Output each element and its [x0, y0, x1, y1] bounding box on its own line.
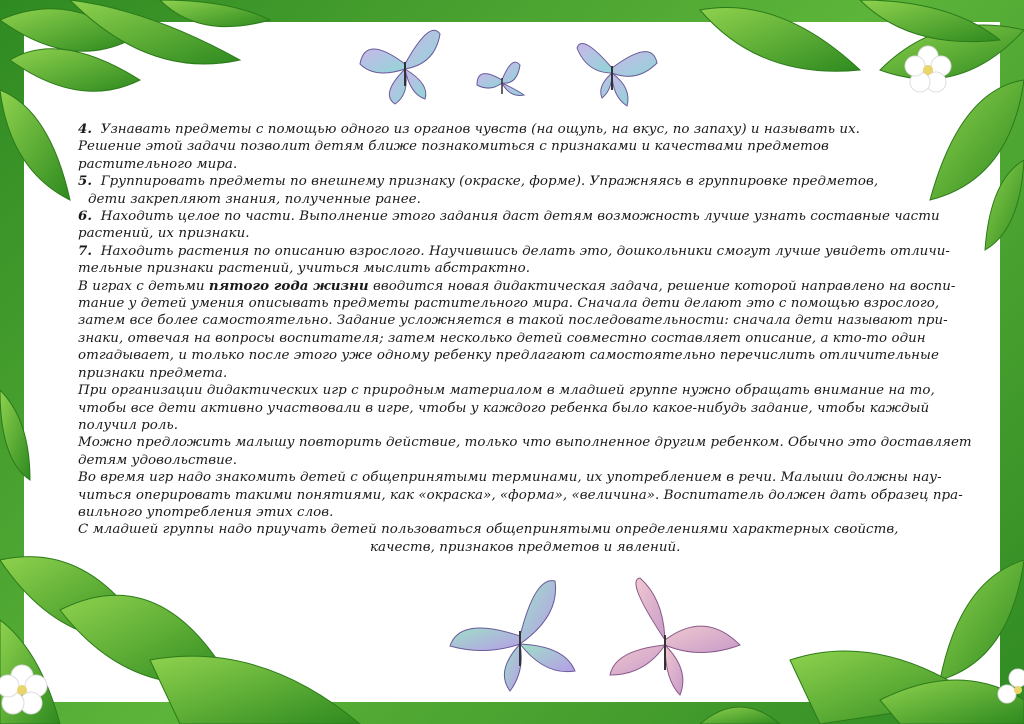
document-text [78, 121, 990, 556]
text-line: знаки, отвечая на вопросы воспитателя; затем несколько детей совместно составляет описание, а кто-то один [78, 330, 926, 346]
bold-phrase: пятого года жизни [208, 277, 369, 294]
text-line [78, 121, 990, 138]
text-line: затем все более самостоятельно. Задание усложняется в такой последовательности: сначала дети называют при- [78, 313, 948, 329]
item-number: 4. [78, 121, 93, 137]
line-text: В играх с детьми [78, 278, 209, 294]
text-line [78, 278, 990, 295]
text-line: дети закрепляют знания, полученные ранее. [88, 191, 421, 207]
line-text: Группировать предметы по внешнему признаку (окраске, форме). Упражняясь в группировке предметов, [100, 174, 879, 190]
text-line: чтобы все дети активно участвовали в игре, чтобы у каждого ребенка было какое-нибудь задание, чтобы каждый [78, 400, 930, 416]
text-line: растений, их признаки. [78, 226, 250, 242]
text-line: растительного мира. [78, 156, 238, 172]
text-line [78, 173, 990, 190]
text-line: читься оперировать такими понятиями, как «окраска», «форма», «величина». Воспитатель должен дать образец пра- [78, 487, 963, 503]
text-line: отгадывает, и только после этого уже одному ребенку предлагают самостоятельно перечислить отличительные [78, 348, 939, 364]
item-number: 5. [78, 173, 93, 190]
text-line: качеств, признаков предметов и явлений. [370, 539, 681, 555]
line-text: Находить целое по части. Выполнение этого задания даст детям возможность лучше узнать составные части [100, 209, 940, 225]
item-number: 7. [78, 242, 93, 259]
text-line: Решение этой задачи позволит детям ближе познакомиться с признаками и качествами предметов [78, 139, 829, 155]
text-line: С младшей группы надо приучать детей пользоваться общепринятыми определениями характерных свойств, [78, 522, 899, 538]
text-line [78, 208, 990, 225]
line-text: Узнавать предметы с помощью одного из органов чувств (на ощупь, на вкус, по запаху) и называть их. [100, 122, 860, 137]
text-line: Можно предложить малышу повторить действие, только что выполненное другим ребенком. Обычно это доставляет [78, 435, 972, 451]
line-text: вводится новая дидактическая задача, решение которой направлено на воспи- [368, 278, 956, 294]
text-line: тельные признаки растений, учиться мыслить абстрактно. [78, 261, 531, 277]
text-line: При организации дидактических игр с природным материалом в младшей группе нужно обращать внимание на то, [78, 383, 935, 399]
text-line: признаки предмета. [78, 365, 228, 381]
line-text: Находить растения по описанию взрослого. Научившись делать это, дошкольники смогут лучше увидеть отличи- [100, 243, 950, 259]
text-line: Во время игр надо знакомить детей с общепринятыми терминами, их употреблением в речи. Малыши должны нау- [78, 470, 942, 486]
item-number: 6. [78, 208, 93, 225]
text-line [78, 243, 990, 260]
text-line: тание у детей умения описывать предметы растительного мира. Сначала дети делают это с помощью взрослого, [78, 296, 940, 312]
text-line: получил роль. [78, 417, 179, 433]
text-line: вильного употребления этих слов. [78, 504, 334, 520]
text-line: детям удовольствие. [78, 452, 238, 468]
